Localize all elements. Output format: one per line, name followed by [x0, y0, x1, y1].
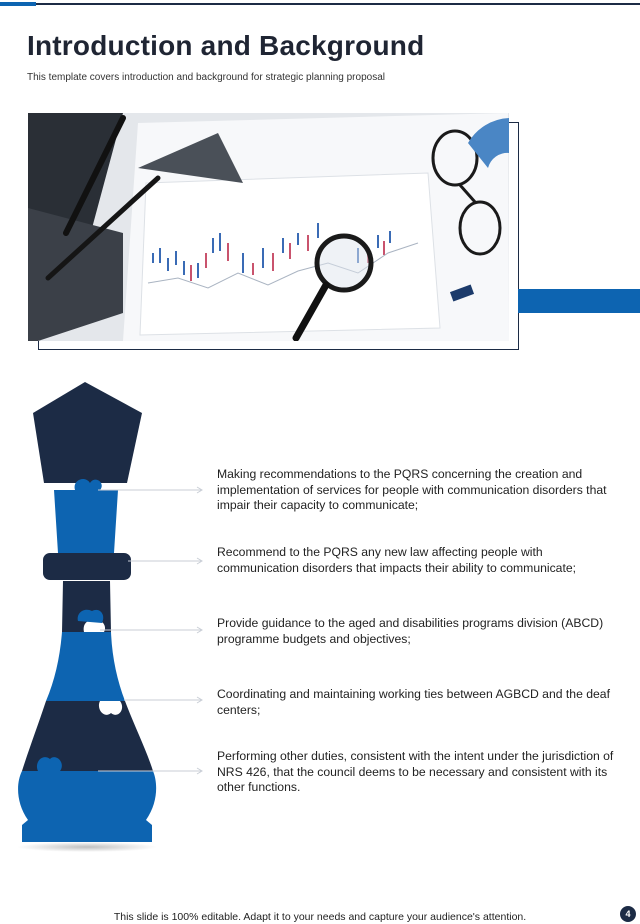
page-number-badge: 4 — [620, 906, 636, 922]
page-title: Introduction and Background — [27, 30, 425, 61]
top-rule — [0, 3, 640, 5]
accent-bar-right — [518, 289, 640, 313]
item-2-text: Recommend to the PQRS any new law affecting people with communication disorders that impacts their ability to communicate; — [217, 545, 577, 575]
top-accent-bar — [0, 2, 36, 6]
footer-note: This slide is 100% editable. Adapt it to your needs and capture your audience's attention. — [113, 911, 527, 923]
item-1-text: Making recommendations to the PQRS concerning the creation and implementation of services for people with communication disorders that impair their capacity to communicate; — [217, 467, 607, 512]
item-3-text: Provide guidance to the aged and disabilities programs division (ABCD) programme budgets and objectives; — [217, 616, 604, 646]
item-5-text: Performing other duties, consistent with the intent under the jurisdiction of NRS 426, that the council deems to be necessary and consistent with its other functions. — [217, 749, 614, 794]
item-4-text: Coordinating and maintaining working ties between AGBCD and the deaf centers; — [217, 687, 610, 717]
connector-arrows — [98, 470, 218, 790]
page-subtitle: This template covers introduction and background for strategic planning proposal — [27, 72, 385, 83]
stock-chart-photo — [28, 113, 509, 341]
